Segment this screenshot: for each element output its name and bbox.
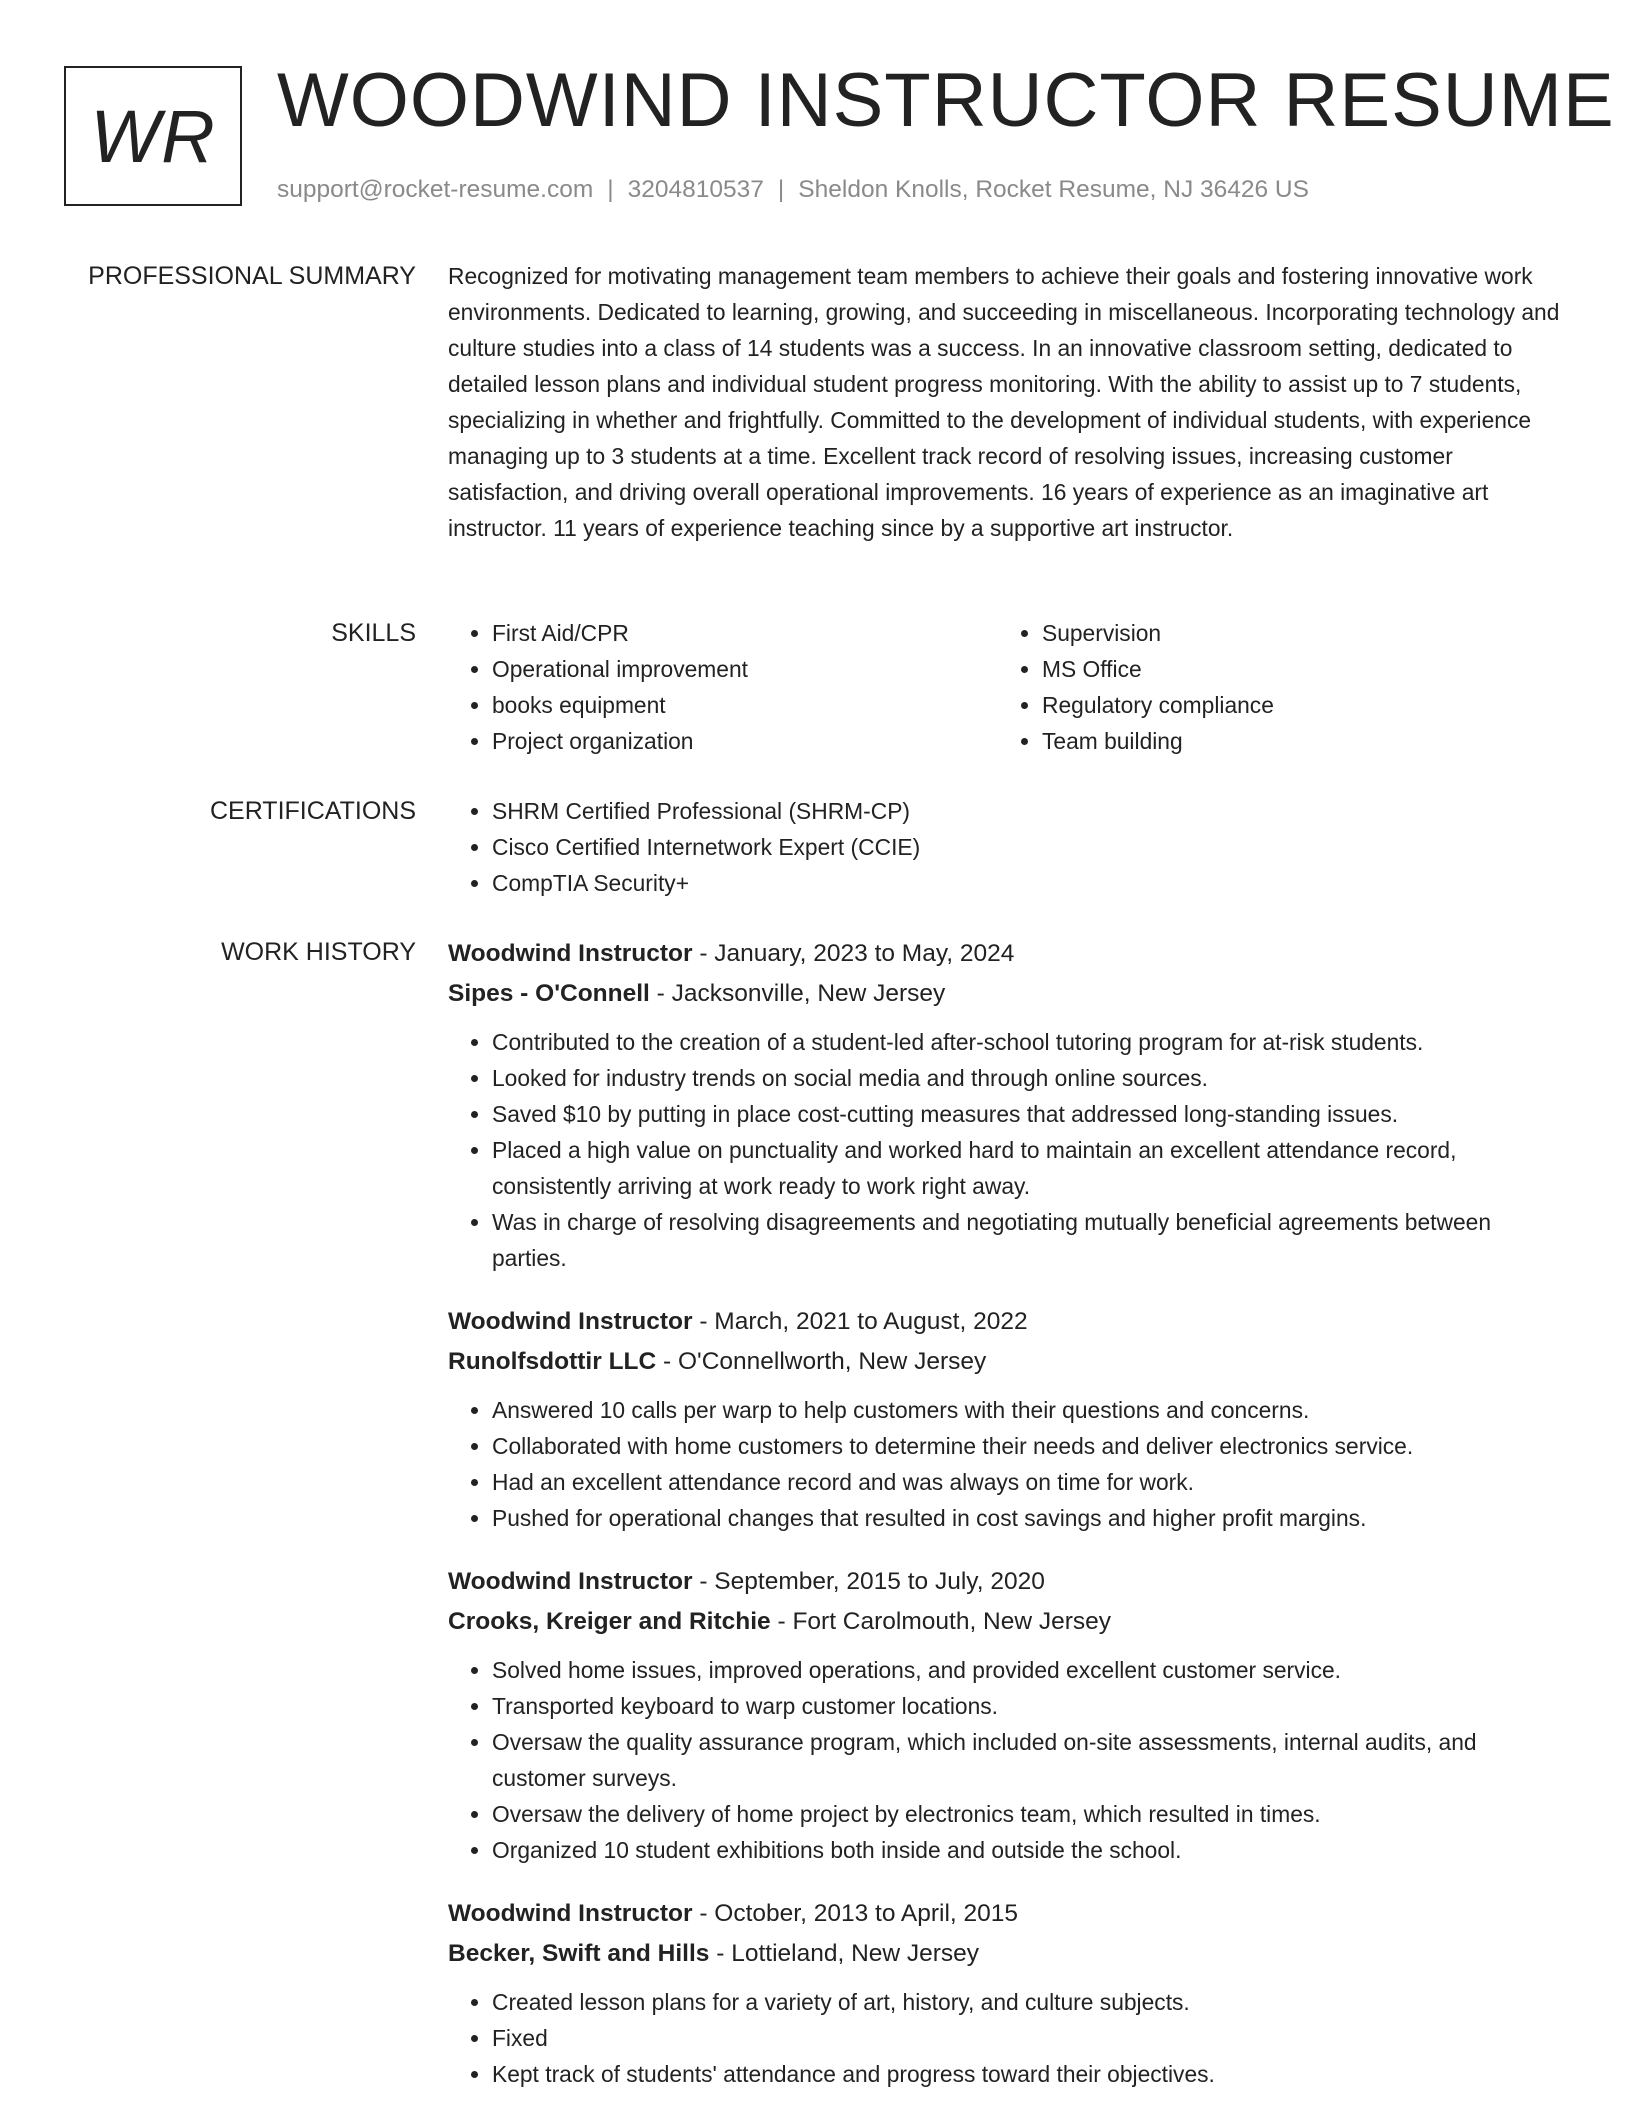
job-title: Woodwind Instructor xyxy=(448,1900,693,1927)
contact-phone[interactable]: 3204810537 xyxy=(627,176,764,203)
job-bullet: • Solved home issues, improved operations, and provided excellent customer service. xyxy=(492,1652,1568,1688)
section-label-certifications: CERTIFICATIONS xyxy=(209,797,416,825)
job-location: - O'Connellworth, New Jersey xyxy=(656,1348,987,1375)
certification-item: • SHRM Certified Professional (SHRM-CP) xyxy=(492,793,1568,829)
job-title: Woodwind Instructor xyxy=(448,1568,693,1595)
summary-text: Recognized for motivating management team members to achieve their goals and fostering innovative work environments. Dedicated to learning, growing, and succeeding in miscellaneous. Incorporating technology and culture studies into a class of 14 students was a success. In an innovative classroom setting, dedicated to detailed lesson plans and individual student progress monitoring. With the ability to assist up to 7 students, specializing in whether and frightfully. Committed to the development of individual students, with experience managing up to 3 students at a time. Excellent track record of resolving issues, increasing customer satisfaction, and driving overall operational improvements. 16 years of experience as an imaginative art instructor. 11 years of experience teaching since by a supportive art instructor. xyxy=(448,263,1560,541)
skill-item: • Operational improvement xyxy=(492,651,998,687)
job-entry xyxy=(448,1562,1568,1868)
job-title: Woodwind Instructor xyxy=(448,1308,693,1335)
job-bullets xyxy=(448,1024,1568,1276)
job-dates: - March, 2021 to August, 2022 xyxy=(692,1308,1028,1335)
job-company: Sipes - O'Connell xyxy=(448,980,650,1007)
job-bullet: • Answered 10 calls per warp to help customers with their questions and concerns. xyxy=(492,1392,1568,1428)
contact-line xyxy=(277,174,1309,206)
job-bullet: • Kept track of students' attendance and progress toward their objectives. xyxy=(492,2056,1568,2092)
job-entry xyxy=(448,934,1568,1276)
resume-title: WOODWIND INSTRUCTOR RESUME xyxy=(277,58,1615,143)
contact-separator: | xyxy=(777,176,785,203)
job-company-line xyxy=(448,1342,1568,1382)
skill-item: • Team building xyxy=(1042,723,1548,759)
job-company-line xyxy=(448,1934,1568,1974)
work-history-body xyxy=(448,934,1568,2112)
job-entry xyxy=(448,1894,1568,2092)
contact-email[interactable]: support@rocket-resume.com xyxy=(277,176,594,203)
job-bullet: • Transported keyboard to warp customer locations. xyxy=(492,1688,1568,1724)
job-company-line xyxy=(448,1602,1568,1642)
job-title-line xyxy=(448,1302,1568,1342)
certification-item: • Cisco Certified Internetwork Expert (CCIE) xyxy=(492,829,1568,865)
job-bullet: • Oversaw the quality assurance program, which included on-site assessments, internal audits, and customer surveys. xyxy=(492,1724,1568,1796)
job-company: Crooks, Kreiger and Ritchie xyxy=(448,1608,771,1635)
job-location: - Jacksonville, New Jersey xyxy=(649,980,946,1007)
summary-body xyxy=(448,258,1568,546)
job-location: - Fort Carolmouth, New Jersey xyxy=(770,1608,1112,1635)
job-dates: - October, 2013 to April, 2015 xyxy=(692,1900,1019,1927)
job-dates: - January, 2023 to May, 2024 xyxy=(692,940,1015,967)
job-bullet: • Created lesson plans for a variety of art, history, and culture subjects. xyxy=(492,1984,1568,2020)
job-bullet: • Organized 10 student exhibitions both inside and outside the school. xyxy=(492,1832,1568,1868)
certification-item: • CompTIA Security+ xyxy=(492,865,1568,901)
section-label-skills: SKILLS xyxy=(331,619,416,647)
skill-item: • Project organization xyxy=(492,723,998,759)
job-location: - Lottieland, New Jersey xyxy=(709,1940,980,1967)
section-label-work-history: WORK HISTORY xyxy=(221,938,416,966)
job-bullet: • Looked for industry trends on social media and through online sources. xyxy=(492,1060,1568,1096)
skills-grid xyxy=(448,615,1568,759)
job-bullets xyxy=(448,1984,1568,2092)
skill-item: • Supervision xyxy=(1042,615,1548,651)
job-dates: - September, 2015 to July, 2020 xyxy=(692,1568,1045,1595)
job-company: Runolfsdottir LLC xyxy=(448,1348,657,1375)
job-title-line xyxy=(448,1562,1568,1602)
job-bullet: • Contributed to the creation of a student-led after-school tutoring program for at-risk students. xyxy=(492,1024,1568,1060)
job-bullets xyxy=(448,1652,1568,1868)
skill-item: • MS Office xyxy=(1042,651,1548,687)
monogram-initials: WR xyxy=(90,94,216,178)
job-bullets xyxy=(448,1392,1568,1536)
job-title: Woodwind Instructor xyxy=(448,940,693,967)
job-title-line xyxy=(448,934,1568,974)
job-entry xyxy=(448,1302,1568,1536)
skills-list-left xyxy=(448,615,998,759)
job-bullet: • Pushed for operational changes that resulted in cost savings and higher profit margins. xyxy=(492,1500,1568,1536)
skill-item: • Regulatory compliance xyxy=(1042,687,1548,723)
contact-separator: | xyxy=(607,176,614,203)
job-company: Becker, Swift and Hills xyxy=(448,1940,710,1967)
job-title-line xyxy=(448,1894,1568,1934)
skill-item: • books equipment xyxy=(492,687,998,723)
job-bullet: • Placed a high value on punctuality and worked hard to maintain an excellent attendance record, consistently arriving at work ready to work right away. xyxy=(492,1132,1568,1204)
monogram-box xyxy=(64,66,242,206)
job-company-line xyxy=(448,974,1568,1014)
skills-list-right xyxy=(998,615,1548,759)
certifications-body xyxy=(448,793,1568,901)
job-bullet: • Oversaw the delivery of home project by electronics team, which resulted in times. xyxy=(492,1796,1568,1832)
job-bullet: • Collaborated with home customers to determine their needs and deliver electronics service. xyxy=(492,1428,1568,1464)
certifications-list xyxy=(448,793,1568,901)
job-bullet: • Had an excellent attendance record and was always on time for work. xyxy=(492,1464,1568,1500)
job-bullet: • Saved $10 by putting in place cost-cutting measures that addressed long-standing issues. xyxy=(492,1096,1568,1132)
job-bullet: • Was in charge of resolving disagreements and negotiating mutually beneficial agreements between parties. xyxy=(492,1204,1568,1276)
job-bullet: • Fixed xyxy=(492,2020,1568,2056)
contact-address: Sheldon Knolls, Rocket Resume, NJ 36426 US xyxy=(798,176,1309,203)
section-label-summary: PROFESSIONAL SUMMARY xyxy=(88,262,416,290)
skill-item: • First Aid/CPR xyxy=(492,615,998,651)
